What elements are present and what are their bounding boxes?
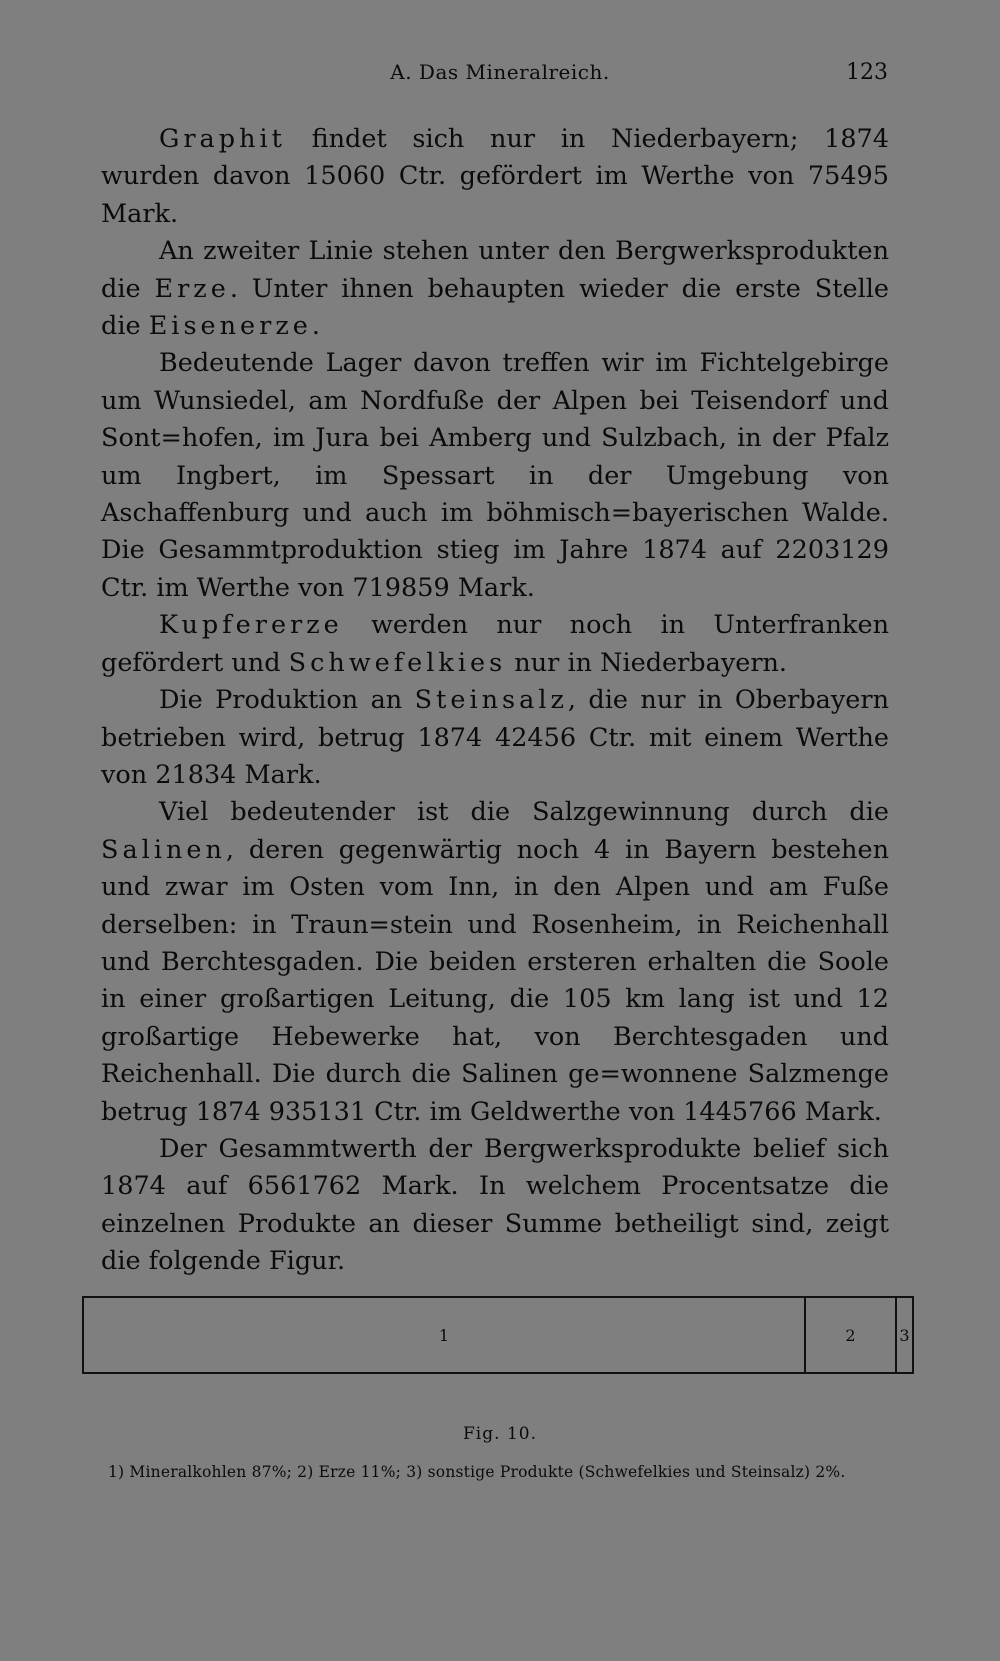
- paragraph: [101, 233, 889, 345]
- text-run: , die nur in Oberbayern betrieben wird, betrug 1874 42456 Ctr. mit einem Werthe von 21834 Mark.: [101, 685, 889, 790]
- paragraph: [101, 345, 889, 607]
- text-run: , deren gegenwärtig noch 4 in Bayern bestehen und zwar im Osten vom Inn, in den Alpen und am Fuße derselben: in Traun=stein und Rosenheim, in Reichenhall und Berchtesgaden. Die beiden ersteren erhalten die Soole in einer großartigen Leitung, die 105 km lang ist und 12 großartige Hebewerke hat, von Berchtesgaden und Reichenhall. Die durch die Salinen ge=wonnene Salzmenge betrug 1874 935131 Ctr. im Geldwerthe von 1445766 Mark.: [101, 834, 889, 1127]
- text-run: findet sich nur in Niederbayern; 1874 wurden davon 15060 Ctr. gefördert im Werthe von 75495 Mark.: [101, 124, 889, 229]
- text-run: Der Gesammtwerth der Bergwerksprodukte belief sich 1874 auf 6561762 Mark. In welchem Procentsatze die einzelnen Produkte an dieser Summe betheiligt sind, zeigt die folgende Figur.: [101, 1133, 889, 1277]
- bar-segment-label: 3: [899, 1325, 910, 1345]
- paragraph: [101, 794, 889, 1131]
- emphasized-term: Eisenerze: [148, 311, 312, 342]
- text-run: . Unter ihnen behaupten wieder die erste Stelle die: [101, 273, 889, 342]
- figure-legend: 1) Mineralkohlen 87%; 2) Erze 11%; 3) sonstige Produkte (Schwefelkies und Steinsalz) 2%.: [108, 1463, 846, 1481]
- bar-segment-2: [804, 1298, 895, 1372]
- text-run: .: [311, 311, 320, 342]
- text-run: Bedeutende Lager davon treffen wir im Fichtelgebirge um Wunsiedel, am Nordfuße der Alpen bei Teisendorf und Sont=hofen, im Jura bei Amberg und Sulzbach, in der Pfalz um Ingbert, im Spessart in der Umgebung von Aschaffenburg und auch im böhmisch=bayerischen Walde. Die Gesammtproduktion stieg im Jahre 1874 auf 2203129 Ctr. im Werthe von 719859 Mark.: [101, 348, 889, 603]
- text-run: nur in Niederbayern.: [506, 647, 788, 678]
- text-run: Viel bedeutender ist die Salzgewinnung durch die: [159, 797, 889, 828]
- bar-segment-label: 2: [845, 1325, 856, 1345]
- paragraph: [101, 1131, 889, 1281]
- emphasized-term: Schwefelkies: [288, 647, 507, 678]
- paragraph: [101, 607, 889, 682]
- emphasized-term: Salinen: [101, 834, 226, 865]
- page-number: 123: [846, 60, 888, 85]
- text-run: werden nur noch in Unterfranken gefördert und: [101, 610, 889, 678]
- emphasized-term: Erze: [154, 273, 230, 304]
- paragraph: [101, 121, 889, 233]
- bar-segment-1: [84, 1298, 804, 1372]
- running-title: A. Das Mineralreich.: [390, 60, 610, 84]
- running-head: [0, 60, 1000, 92]
- emphasized-term: Graphit: [159, 124, 286, 154]
- emphasized-term: Kupfererze: [159, 610, 343, 641]
- text-run: An zweiter Linie stehen unter den Bergwerksprodukten die: [101, 236, 889, 304]
- text-run: Die Produktion an: [159, 685, 415, 716]
- body-text: [101, 121, 889, 1281]
- figure-caption: Fig. 10.: [463, 1424, 537, 1444]
- bar-segment-3: [895, 1298, 912, 1372]
- emphasized-term: Steinsalz: [414, 685, 568, 716]
- bar-frame: [82, 1296, 914, 1374]
- paragraph: [101, 682, 889, 794]
- figure-bar-chart: [82, 1296, 914, 1380]
- bar-segment-label: 1: [438, 1325, 450, 1345]
